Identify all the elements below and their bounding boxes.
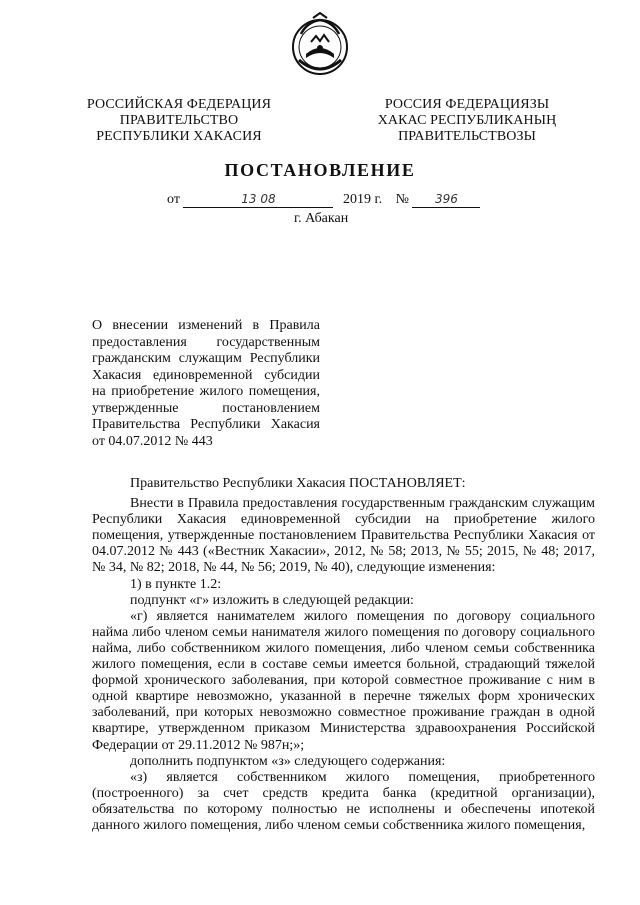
header-right bbox=[370, 97, 564, 145]
subject-line: утвержденные постановлением bbox=[92, 400, 320, 416]
handwritten-number: 396 bbox=[412, 192, 480, 208]
subject-line: от 04.07.2012 № 443 bbox=[92, 433, 213, 449]
header-right-line: ХАКАС РЕСПУБЛИКАНЫҢ bbox=[377, 113, 557, 128]
body-paragraph: подпункт «г» изложить в следующей редакции: bbox=[130, 592, 414, 608]
date-prefix: от bbox=[167, 192, 180, 207]
header-right-line: РОССИЯ ФЕДЕРАЦИЯЗЫ bbox=[384, 97, 550, 112]
body-paragraph: «з) является собственником жилого помещения, приобретенного (построенного) за счет средств кредита банка (кредитной организации), обязательства по которому полностью не исполнены и обеспечены ипотекой данного жилого помещения, либо членом семьи собственника жилого помещения, bbox=[92, 769, 595, 833]
subject-line: на приобретение жилого помещения, bbox=[92, 384, 320, 399]
subject-line: гражданским служащим Республики bbox=[92, 351, 320, 366]
document-body bbox=[92, 476, 595, 834]
city: г. Абакан bbox=[294, 211, 349, 226]
date-line bbox=[167, 192, 480, 208]
body-paragraph: Правительство Республики Хакасия ПОСТАНОВЛЯЕТ: bbox=[130, 476, 466, 491]
body-paragraph: Внести в Правила предоставления государственным гражданским служащим Республики Хакасия единовременной субсидии на приобретение жилого помещения, утвержденные постановлением Правительства Республики Хакасия от 04.07.2012 № 443 («Вестник Хакасии», 2012, № 58; 2013, № 55; 2015, № 48; 2017, № 34, № 82; 2018, № 44, № 56; 2019, № 40), следующие изменения: bbox=[92, 496, 595, 576]
coat-of-arms-icon bbox=[289, 12, 351, 78]
body-paragraph: дополнить подпунктом «з» следующего содержания: bbox=[130, 753, 446, 769]
header-left-line: ПРАВИТЕЛЬСТВО bbox=[119, 113, 239, 128]
body-paragraph: 1) в пункте 1.2: bbox=[130, 576, 222, 592]
date-year: 2019 г. bbox=[342, 192, 383, 207]
subject-line: О внесении изменений в Правила bbox=[92, 318, 320, 333]
header-left-line: РЕСПУБЛИКИ ХАКАСИЯ bbox=[96, 129, 262, 144]
handwritten-date: 13 08 bbox=[183, 192, 333, 208]
header-left-line: РОССИЙСКАЯ ФЕДЕРАЦИЯ bbox=[86, 97, 272, 112]
subject-line: предоставления государственным bbox=[92, 334, 320, 350]
body-paragraph: «г) является нанимателем жилого помещения по договору социального найма либо членом семьи нанимателя жилого помещения по договору социального найма, либо собственником жилого помещения, либо членом семьи собственника жилого помещения, если в составе семьи имеется больной, страдающий тяжелой формой хронического заболевания, при которой совместное проживание с ним в одной квартире невозможно, указанной в перечне тяжелых форм хронических заболеваний, при которых невозможно совместное проживание граждан в одной квартире, утвержденном приказом Министерства здравоохранения Российской Федерации от 29.11.2012 № 987н;»; bbox=[92, 608, 595, 753]
document-title: ПОСТАНОВЛЕНИЕ bbox=[224, 160, 416, 180]
header-right-line: ПРАВИТЕЛЬСТВОЗЫ bbox=[398, 129, 536, 144]
number-sign: № bbox=[395, 192, 409, 207]
subject-line: Хакасия единовременной субсидии bbox=[92, 367, 320, 383]
subject-line: Правительства Республики Хакасия bbox=[92, 417, 320, 432]
subject-block bbox=[92, 318, 320, 450]
header-left bbox=[86, 97, 272, 145]
